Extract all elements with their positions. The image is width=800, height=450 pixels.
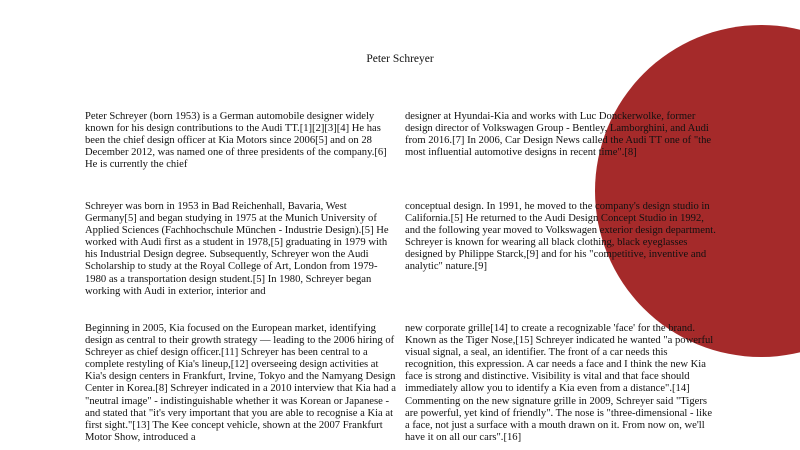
decorative-red-circle <box>595 25 800 357</box>
page-title: Peter Schreyer <box>366 53 434 65</box>
section-3-left-column: Beginning in 2005, Kia focused on the European market, identifying design as central to their growth strategy — leading to the 2006 hiring of Schreyer as chief design officer.[11] Schreyer has been central to a complete restyling of Kia's lineup,[12] overseeing design activities at Kia's design centers in Frankfurt, Irvine, Tokyo and the Namyang Design Center in Korea.[8] Schreyer indicated in a 2010 interview that Kia had a "neutral image" - indistinguishable whether it was Korean or Japanese - and stated that "it's very important that you are able to recognise a Kia at first sight."[13] The Kee concept vehicle, shown at the 2007 Frankfurt Motor Show, introduced a <box>85 323 396 443</box>
section-3-right-column: new corporate grille[14] to create a recognizable 'face' for the brand. Known as the Tiger Nose,[15] Schreyer indicated he wanted "a powerful visual signal, a seal, an identifier. The front of a car needs this recognition, this expression. A car needs a face and I think the new Kia face is strong and distinctive. Visibility is vital and that face should immediately allow you to identify a Kia even from a distance".[14] Commenting on the new signature grille in 2009, Schreyer said "Tigers are powerful, yet kind of friendly". The nose is "three-dimensional - like a face, not just a surface with a mouth drawn on it. From now on, we'll have it on all our cars".[16] <box>405 323 714 443</box>
section-2-right-column: conceptual design. In 1991, he moved to the company's design studio in California.[5] He returned to the Audi Design Concept Studio in 1992, and the following year moved to Volkswagen exterior design department. Schreyer is known for wearing all black clothing, black eyeglasses designed by Philippe Starck,[9] and for his "competitive, inventive and analytic" nature.[9] <box>405 201 716 273</box>
section-1-right-column: designer at Hyundai-Kia and works with Luc Donckerwolke, former design director of Volkswagen Group - Bentley, Lamborghini, and Audi from 2016.[7] In 2006, Car Design News called the Audi TT one of "the most influential automotive designs in recent time".[8] <box>405 111 712 159</box>
section-2-left-column: Schreyer was born in 1953 in Bad Reichenhall, Bavaria, West Germany[5] and began studying in 1975 at the Munich University of Applied Sciences (Fachhochschule München - Industrie Design).[5] He worked with Audi first as a student in 1978,[5] graduating in 1979 with his Industrial Design degree. Subsequently, Schreyer won the Audi Scholarship to study at the Royal College of Art, London from 1979-1980 as a transportation design student.[5] In 1980, Schreyer began working with Audi in exterior, interior and <box>85 201 389 297</box>
section-1-left-column: Peter Schreyer (born 1953) is a German automobile designer widely known for his design contributions to the Audi TT.[1][2][3][4] He has been the chief design officer at Kia Motors since 2006[5] and on 28 December 2012, was named one of three presidents of the company.[6] He is currently the chief <box>85 111 387 171</box>
